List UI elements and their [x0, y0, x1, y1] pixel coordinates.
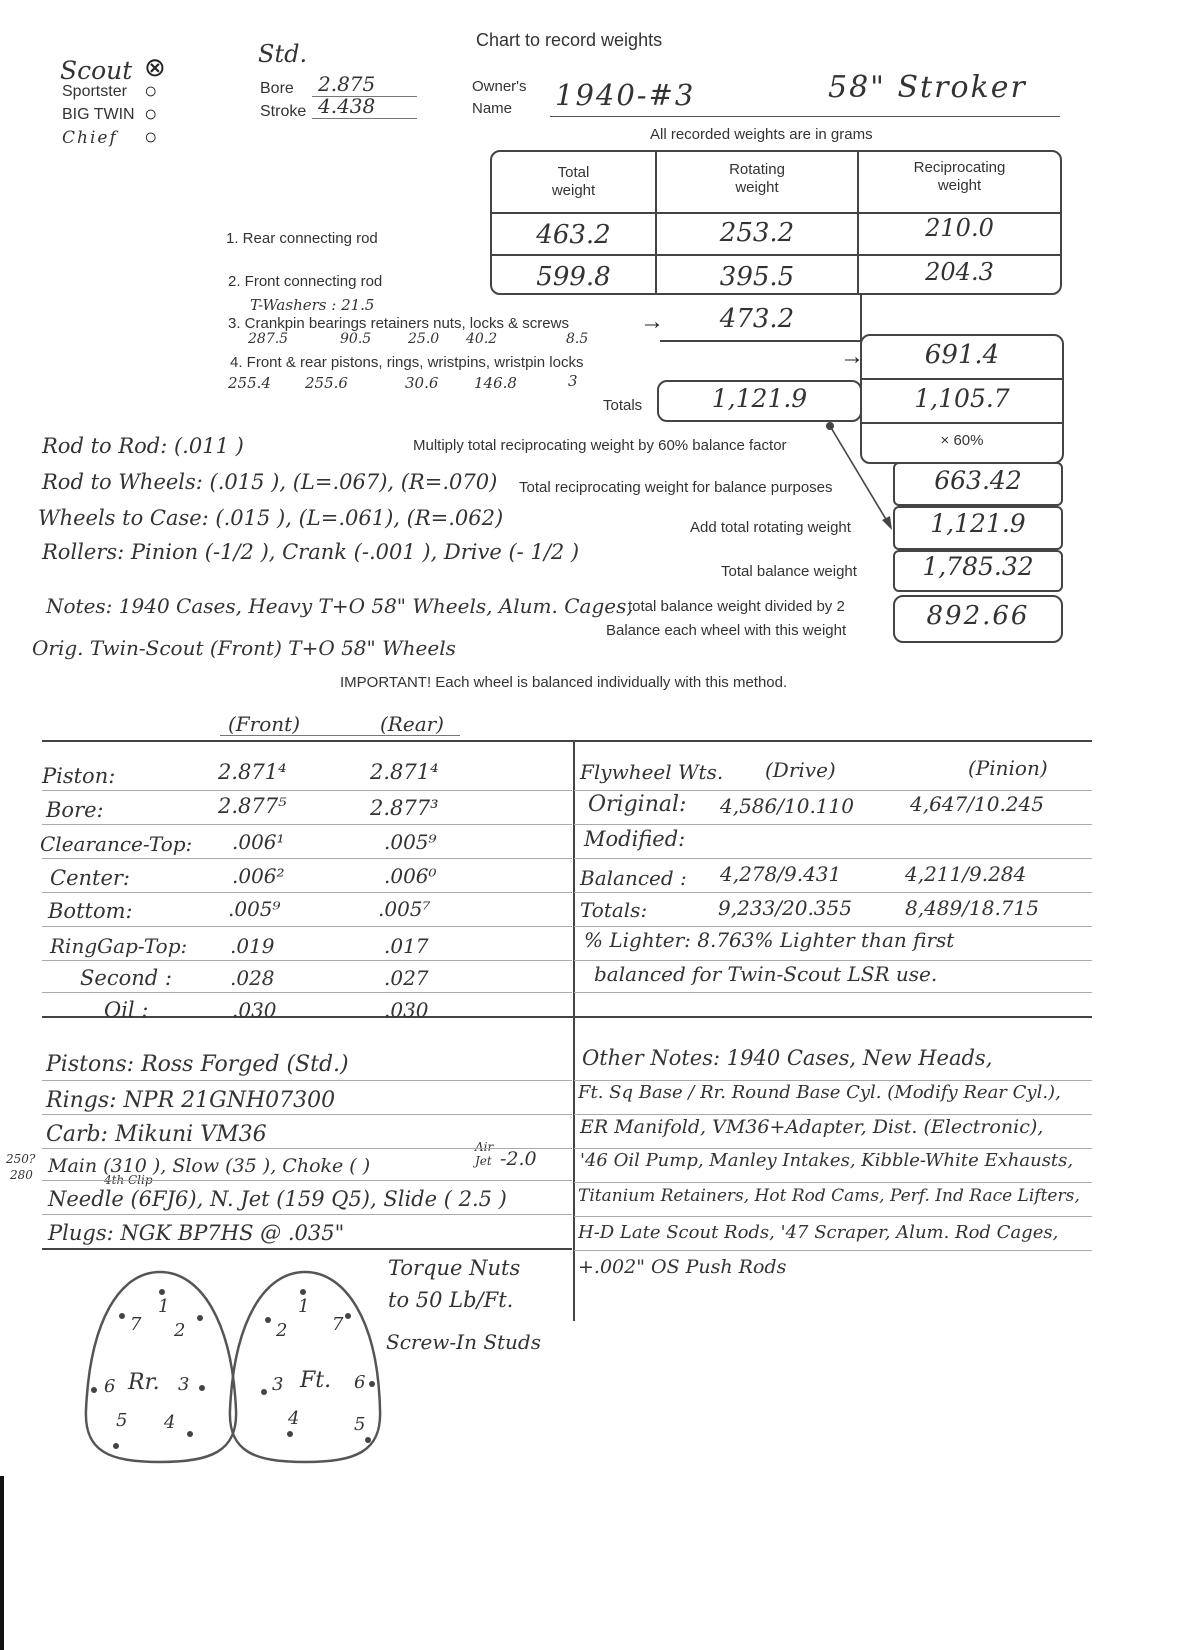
- total-rotating-value[interactable]: 1,121.9: [711, 384, 808, 413]
- flywheel-pinion-header: (Pinion): [968, 756, 1048, 780]
- head-front-bolt-7[interactable]: 7: [332, 1314, 344, 1335]
- scout-checked-mark[interactable]: ⊗: [144, 52, 166, 82]
- big-twin-radio[interactable]: ○: [144, 101, 158, 126]
- row3-sub-5: 8.5: [566, 331, 589, 347]
- head-rear-bolt-2[interactable]: 2: [174, 1320, 186, 1341]
- model-scout: Scout: [60, 56, 133, 85]
- flywheel-title: Flywheel Wts.: [580, 760, 724, 784]
- spec-main: Main (310 ), Slow (35 ), Choke ( ): [48, 1155, 371, 1177]
- spec-rings: Rings: NPR 21GNH07300: [46, 1088, 336, 1113]
- bore-label: Bore: [260, 80, 294, 97]
- col-reciprocating-header: Reciprocating weight: [913, 159, 1006, 194]
- flywheel-lighter-line2: balanced for Twin-Scout LSR use.: [594, 962, 938, 986]
- other-notes-6: H-D Late Scout Rods, '47 Scraper, Alum. Rod Cages,: [578, 1222, 1059, 1243]
- model-sportster: Sportster: [62, 83, 127, 100]
- row3-label: 3. Crankpin bearings retainers nuts, locks & screws: [228, 315, 569, 332]
- head-rear-bolt-6[interactable]: 6: [104, 1376, 116, 1397]
- spec-plugs: Plugs: NGK BP7HS @ .035": [48, 1221, 345, 1245]
- total-recip-value[interactable]: 1,105.7: [914, 384, 1010, 413]
- row3-sub-2: 90.5: [340, 331, 372, 347]
- head-front-bolt-1[interactable]: 1: [298, 1296, 310, 1317]
- row4-sub-2: 255.6: [305, 374, 348, 392]
- row2-total[interactable]: 599.8: [536, 262, 611, 292]
- name-label: Name: [472, 100, 513, 117]
- sportster-radio[interactable]: ○: [144, 78, 158, 103]
- row3-value[interactable]: 473.2: [719, 304, 795, 334]
- col-rear-header: (Rear): [380, 712, 444, 736]
- row4-sub-3: 30.6: [405, 374, 439, 392]
- oil-label: Oil :: [104, 998, 149, 1022]
- piston-front[interactable]: 2.871⁴: [218, 760, 287, 784]
- spec-carb: Carb: Mikuni VM36: [46, 1122, 267, 1147]
- row2-label: 2. Front connecting rod: [228, 273, 383, 290]
- other-notes-5: Titanium Retainers, Hot Rod Cams, Perf. Ind Race Lifters,: [578, 1186, 1080, 1206]
- head-front-bolt-6[interactable]: 6: [354, 1372, 366, 1393]
- head-rear-bolt-7[interactable]: 7: [130, 1314, 142, 1335]
- col-total-header: Total weight: [551, 164, 596, 199]
- clearance-rod-to-wheels: Rod to Wheels: (.015 ), (L=.067), (R=.070): [42, 470, 498, 494]
- factor-value: × 60%: [940, 432, 984, 449]
- row3-sub-3: 25.0: [408, 331, 440, 347]
- add-rotating-value[interactable]: 1,121.9: [930, 509, 1026, 538]
- per-wheel-value[interactable]: 892.66: [926, 601, 1030, 631]
- flywheel-balanced-pinion[interactable]: 4,211/9.284: [905, 862, 1027, 886]
- head-front-bolt-3[interactable]: 3: [272, 1374, 284, 1395]
- clearance-top-rear[interactable]: .005⁹: [384, 830, 437, 854]
- recip-balance-value[interactable]: 663.42: [934, 466, 1022, 495]
- spec-airjet-value: -2.0: [500, 1148, 537, 1170]
- clearance-wheels-to-case: Wheels to Case: (.015 ), (L=.061), (R=.062): [38, 506, 504, 530]
- bore-rear[interactable]: 2.877³: [370, 796, 439, 820]
- flywheel-original-label: Original:: [588, 792, 687, 817]
- clearance-rod-to-rod: Rod to Rod: (.011 ): [42, 434, 244, 458]
- second-label: Second :: [80, 966, 172, 990]
- row3-sub-4: 40.2: [466, 331, 498, 347]
- other-notes-2: Ft. Sq Base / Rr. Round Base Cyl. (Modify Rear Cyl.),: [578, 1082, 1061, 1103]
- clearance-top-label: Clearance-Top:: [40, 832, 193, 856]
- row1-total[interactable]: 463.2: [536, 220, 611, 250]
- twashers-note: T-Washers : 21.5: [250, 296, 375, 314]
- notes-line-1: Notes: 1940 Cases, Heavy T+O 58" Wheels, Alum. Cages,: [46, 594, 633, 618]
- row4-sub-4: 146.8: [474, 374, 517, 392]
- torque-line-3: Screw-In Studs: [386, 1330, 541, 1354]
- model-chief: Chief: [62, 128, 118, 148]
- head-rear-bolt-1[interactable]: 1: [158, 1296, 170, 1317]
- scan-edge: [0, 1476, 4, 1650]
- owner-note: 58" Stroker: [828, 70, 1027, 105]
- other-notes-1: Other Notes: 1940 Cases, New Heads,: [582, 1046, 993, 1070]
- other-notes-3: ER Manifold, VM36+Adapter, Dist. (Electronic),: [580, 1116, 1044, 1138]
- flywheel-balanced-label: Balanced :: [580, 866, 687, 890]
- row2-rotating[interactable]: 395.5: [719, 262, 795, 292]
- head-rear-label: Rr.: [128, 1370, 160, 1395]
- stroke-label: Stroke: [260, 103, 307, 120]
- flywheel-totals-pinion[interactable]: 8,489/18.715: [905, 896, 1039, 920]
- stroke-value: 4.438: [318, 94, 376, 118]
- center-label: Center:: [50, 866, 131, 890]
- oil-rear[interactable]: .030: [384, 998, 429, 1022]
- spec-airjet-label-2: Jet: [475, 1154, 492, 1168]
- head-rear-bolt-4[interactable]: 4: [164, 1412, 176, 1433]
- second-rear[interactable]: .027: [384, 966, 429, 990]
- other-notes-7: +.002" OS Push Rods: [578, 1256, 787, 1278]
- row2-recip[interactable]: 204.3: [925, 258, 994, 286]
- recip-balance-label: Total reciprocating weight for balance purposes: [519, 479, 833, 496]
- row3-arrow-icon: →: [640, 308, 664, 335]
- head-front-bolt-5[interactable]: 5: [354, 1414, 366, 1435]
- other-notes-4: '46 Oil Pump, Manley Intakes, Kibble-White Exhausts,: [580, 1150, 1074, 1171]
- chart-title: Chart to record weights: [476, 30, 663, 50]
- spec-clip-note: 4th Clip: [104, 1173, 153, 1187]
- important-note: IMPORTANT! Each wheel is balanced individually with this method.: [340, 674, 788, 691]
- piston-row-label: Piston:: [42, 764, 116, 788]
- units-note: All recorded weights are in grams: [650, 126, 873, 143]
- torque-line-2: to 50 Lb/Ft.: [388, 1288, 514, 1312]
- std-note: Std.: [258, 40, 308, 68]
- flywheel-totals-drive[interactable]: 9,233/20.355: [718, 896, 852, 920]
- row4-value[interactable]: 691.4: [924, 340, 1000, 370]
- row1-label: 1. Rear connecting rod: [226, 230, 378, 247]
- head-front-bolt-4[interactable]: 4: [288, 1408, 300, 1429]
- owner-name-value[interactable]: 1940-#3: [555, 78, 696, 112]
- second-front[interactable]: .028: [230, 966, 275, 990]
- total-balance-label: Total balance weight: [721, 563, 857, 580]
- flywheel-balanced-drive[interactable]: 4,278/9.431: [720, 862, 842, 886]
- add-rotating-label: Add total rotating weight: [690, 519, 851, 536]
- spec-main-margin-1: 250?: [6, 1152, 36, 1166]
- flywheel-modified-label: Modified:: [584, 827, 686, 851]
- head-front-bolt-2[interactable]: 2: [276, 1320, 288, 1341]
- torque-line-1: Torque Nuts: [388, 1256, 521, 1280]
- model-big-twin: BIG TWIN: [62, 106, 135, 123]
- spec-pistons: Pistons: Ross Forged (Std.): [46, 1052, 349, 1077]
- head-front-label: Ft.: [300, 1368, 332, 1393]
- ringgap-top-label: RingGap-Top:: [50, 934, 188, 958]
- flywheel-original-drive[interactable]: 4,586/10.110: [720, 794, 854, 818]
- balance-each-label: Balance each wheel with this weight: [606, 622, 847, 639]
- owners-label: Owner's: [472, 78, 527, 95]
- row4-arrow-icon: →: [840, 343, 864, 370]
- piston-rear[interactable]: 2.871⁴: [370, 760, 439, 784]
- bore-front[interactable]: 2.877⁵: [218, 794, 287, 818]
- chief-radio[interactable]: ○: [144, 124, 158, 149]
- multiply-label: Multiply total reciprocating weight by 60% balance factor: [413, 437, 787, 454]
- notes-line-2: Orig. Twin-Scout (Front) T+O 58" Wheels: [32, 636, 456, 660]
- oil-front[interactable]: .030: [232, 998, 277, 1022]
- ringgap-top-front[interactable]: .019: [230, 934, 275, 958]
- row4-sub-1: 255.4: [228, 374, 271, 392]
- spec-needle: Needle (6FJ6), N. Jet (159 Q5), Slide ( 2.5 ): [48, 1187, 507, 1211]
- flywheel-totals-label: Totals:: [580, 898, 648, 922]
- row1-rotating[interactable]: 253.2: [719, 218, 795, 248]
- row3-sub-1: 287.5: [248, 331, 289, 347]
- clearance-top-front[interactable]: .006¹: [232, 830, 285, 854]
- col-rotating-header: Rotating weight: [729, 161, 785, 196]
- total-balance-value[interactable]: 1,785.32: [922, 552, 1034, 581]
- bottom-label: Bottom:: [48, 899, 133, 923]
- row1-recip[interactable]: 210.0: [925, 214, 994, 242]
- center-rear[interactable]: .006⁰: [384, 864, 437, 888]
- col-front-header: (Front): [228, 712, 301, 736]
- divided-label: total balance weight divided by 2: [628, 598, 845, 615]
- ringgap-top-rear[interactable]: .017: [384, 934, 429, 958]
- spec-main-margin-2: 280: [10, 1168, 33, 1182]
- flywheel-drive-header: (Drive): [765, 758, 836, 782]
- head-rear-bolt-3[interactable]: 3: [178, 1374, 190, 1395]
- center-front[interactable]: .006²: [232, 864, 285, 888]
- totals-label: Totals: [603, 397, 643, 414]
- flywheel-lighter-line1: % Lighter: 8.763% Lighter than first: [584, 928, 955, 952]
- row4-sub-5: 3: [568, 372, 578, 390]
- head-rear-bolt-5[interactable]: 5: [116, 1410, 128, 1431]
- row4-label: 4. Front & rear pistons, rings, wristpins, wristpin locks: [230, 354, 584, 371]
- bore-value: 2.875: [318, 72, 376, 96]
- bore-row-label: Bore:: [46, 798, 104, 822]
- bottom-rear[interactable]: .005⁷: [378, 897, 431, 921]
- flywheel-original-pinion[interactable]: 4,647/10.245: [910, 792, 1044, 816]
- clearance-rollers: Rollers: Pinion (-1/2 ), Crank (-.001 ), Drive (- 1/2 ): [42, 540, 580, 564]
- spec-airjet-label-1: Air: [475, 1140, 494, 1154]
- bottom-front[interactable]: .005⁹: [228, 897, 281, 921]
